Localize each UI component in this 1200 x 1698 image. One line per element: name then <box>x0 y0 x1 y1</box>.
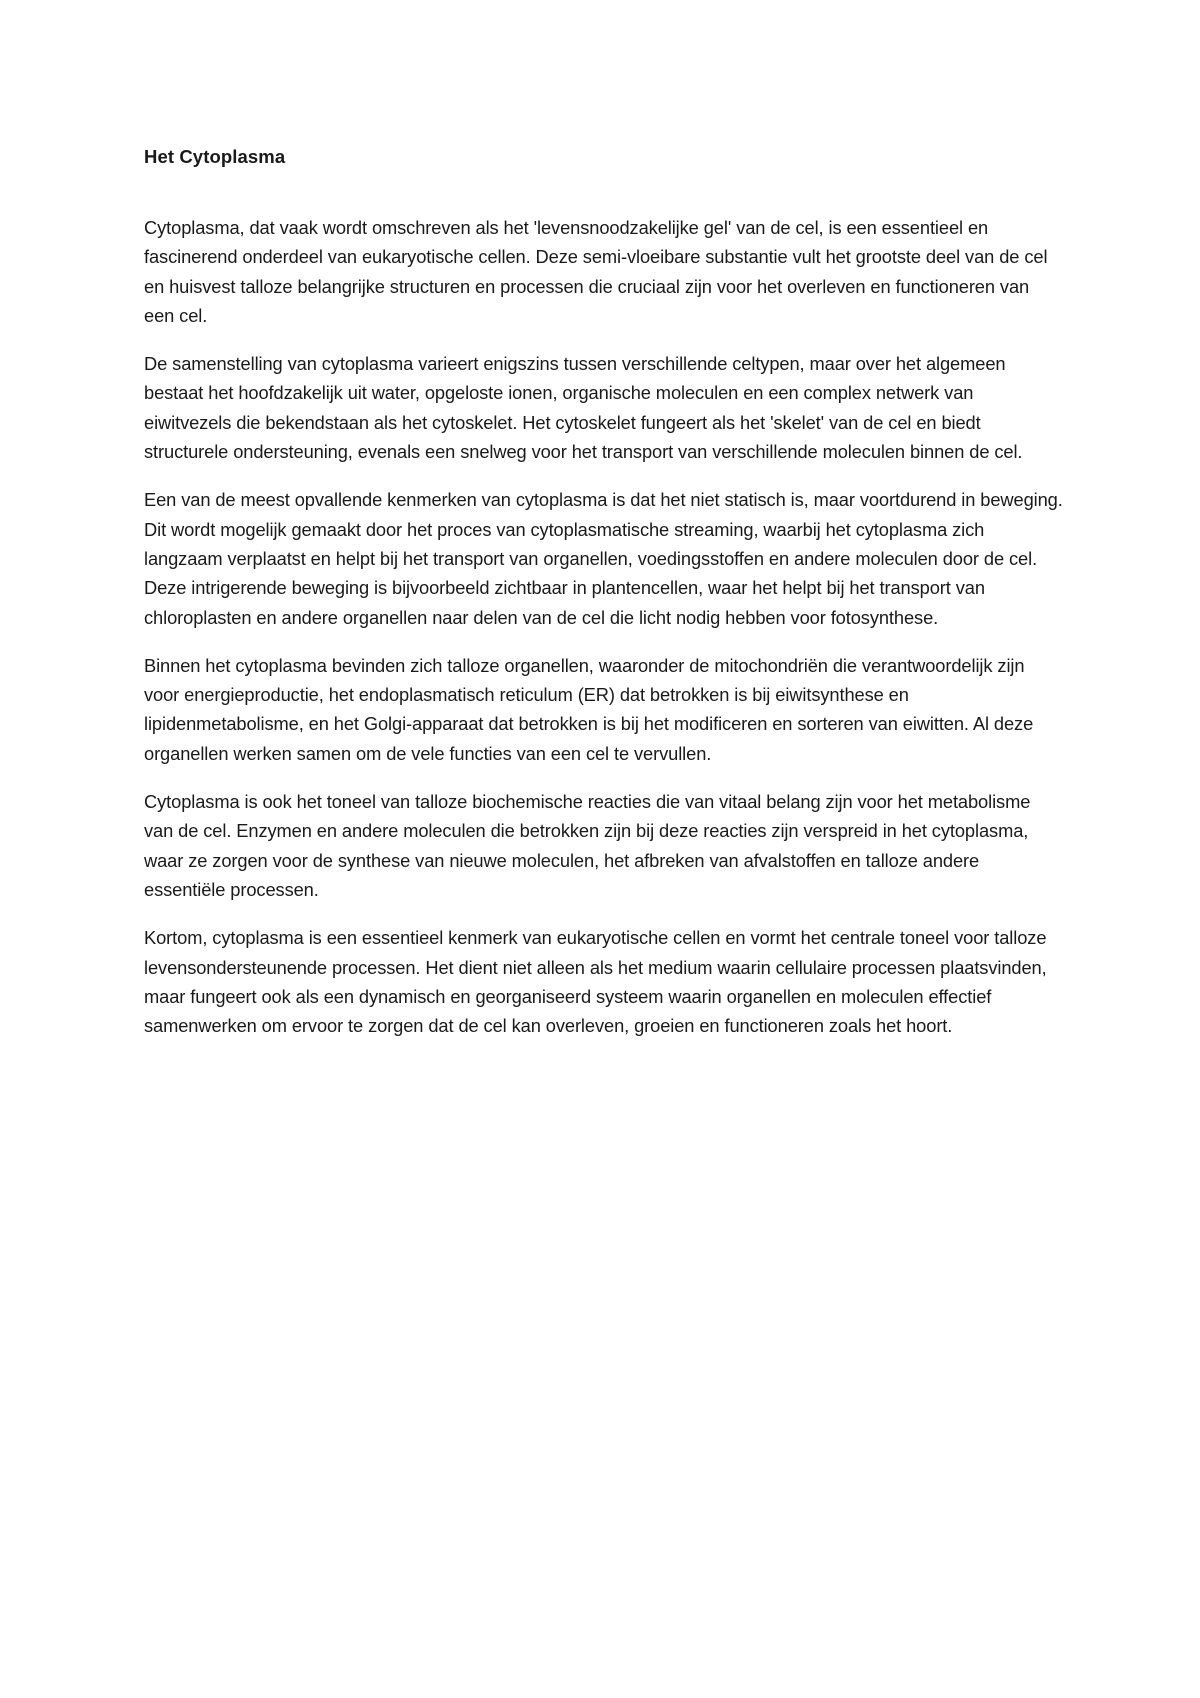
document-content <box>144 143 1064 1059</box>
paragraph-organelles: Binnen het cytoplasma bevinden zich talloze organellen, waaronder de mitochondriën die verantwoordelijk zijn voor energieproductie, het endoplasmatisch reticulum (ER) dat betrokken is bij eiwitsynthese en lipidenmetabolisme, en het Golgi-apparaat dat betrokken is bij het modificeren en sorteren van eiwitten. Al deze organellen werken samen om de vele functies van een cel te vervullen. <box>144 654 1034 764</box>
paragraph-biochemistry: Cytoplasma is ook het toneel van talloze biochemische reacties die van vitaal belang zijn voor het metabolisme van de cel. Enzymen en andere moleculen die betrokken zijn bij deze reacties zijn verspreid in het cytoplasma, waar ze zorgen voor de synthese van nieuwe moleculen, het afbreken van afvalstoffen en talloze andere essentiële processen. <box>144 791 1031 900</box>
document-body <box>144 213 1064 1040</box>
paragraph-streaming: Een van de meest opvallende kenmerken van cytoplasma is dat het niet statisch is, maar voortdurend in beweging. Dit wordt mogelijk gemaakt door het proces van cytoplasmatische streaming, waarbij het cytoplasma zich langzaam verplaatst en helpt bij het transport van organellen, voedingsstoffen en andere moleculen door de cel. Deze intrigerende beweging is bijvoorbeeld zichtbaar in plantencellen, waar het helpt bij het transport van chloroplasten en andere organellen naar delen van de cel die licht nodig hebben voor fotosynthese. <box>144 489 1063 628</box>
paragraph-conclusion: Kortom, cytoplasma is een essentieel kenmerk van eukaryotische cellen en vormt het centrale toneel voor talloze levensondersteunende processen. Het dient niet alleen als het medium waarin cellulaire processen plaatsvinden, maar fungeert ook als een dynamisch en georganiseerd systeem waarin organellen en moleculen effectief samenwerken om ervoor te zorgen dat de cel kan overleven, groeien en functioneren zoals het hoort. <box>144 927 1047 1037</box>
paragraph-intro: Cytoplasma, dat vaak wordt omschreven als het 'levensnoodzakelijke gel' van de cel, is een essentieel en fascinerend onderdeel van eukaryotische cellen. Deze semi-vloeibare substantie vult het grootste deel van de cel en huisvest talloze belangrijke structuren en processen die cruciaal zijn voor het overleven en functioneren van een cel. <box>144 217 1048 326</box>
document-title: Het Cytoplasma <box>144 146 286 167</box>
paragraph-composition: De samenstelling van cytoplasma varieert enigszins tussen verschillende celtypen, maar over het algemeen bestaat het hoofdzakelijk uit water, opgeloste ionen, organische moleculen en een complex netwerk van eiwitvezels die bekendstaan als het cytoskelet. Het cytoskelet fungeert als het 'skelet' van de cel en biedt structurele ondersteuning, evenals een snelweg voor het transport van verschillende moleculen binnen de cel. <box>144 353 1023 463</box>
